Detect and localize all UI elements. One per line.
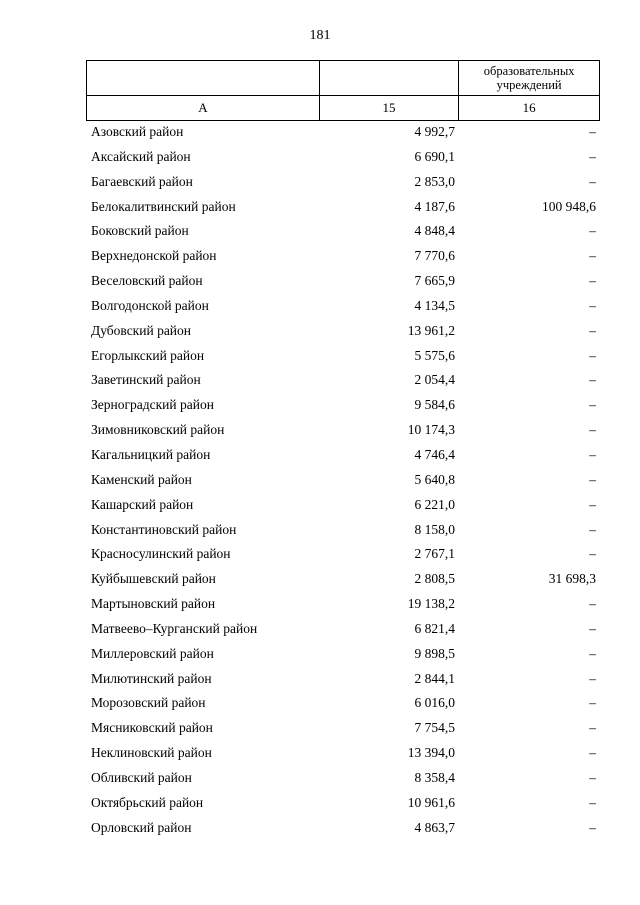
table-row — [0, 146, 640, 171]
col16-title-line1: образовательных — [483, 64, 575, 78]
district-name: Веселовский район — [91, 273, 203, 289]
table-row — [0, 668, 640, 693]
header-cell-name — [87, 61, 320, 96]
table-row — [0, 369, 640, 394]
value-col16: – — [589, 745, 596, 761]
value-col15: 5 640,8 — [414, 471, 455, 487]
value-col15: 10 174,3 — [407, 422, 455, 438]
table-row — [0, 469, 640, 494]
value-col16: – — [589, 372, 596, 388]
value-col16: – — [589, 596, 596, 612]
value-col16: – — [589, 397, 596, 413]
value-col16: – — [589, 347, 596, 363]
district-name: Мясниковский район — [91, 720, 213, 736]
value-col15: 7 770,6 — [414, 248, 455, 264]
value-col15: 2 808,5 — [414, 571, 455, 587]
value-col16: – — [589, 446, 596, 462]
district-name: Неклиновский район — [91, 745, 212, 761]
table-row — [0, 494, 640, 519]
district-name: Белокалитвинский район — [91, 198, 236, 214]
district-list — [0, 121, 640, 841]
value-col15: 9 898,5 — [414, 645, 455, 661]
header-index-row — [87, 96, 600, 121]
value-col15: 7 754,5 — [414, 720, 455, 736]
value-col16: – — [589, 223, 596, 239]
table-row — [0, 792, 640, 817]
value-col16: – — [589, 322, 596, 338]
value-col16: – — [589, 496, 596, 512]
value-col16: – — [589, 124, 596, 139]
value-col15: 19 138,2 — [407, 596, 455, 612]
district-name: Егорлыкский район — [91, 347, 205, 363]
district-name: Константиновский район — [91, 521, 237, 537]
value-col16: 100 948,6 — [542, 198, 596, 214]
value-col16: – — [589, 769, 596, 785]
district-name: Волгодонской район — [91, 297, 209, 313]
value-col15: 8 358,4 — [414, 769, 455, 785]
table-header — [86, 60, 600, 121]
value-col15: 9 584,6 — [414, 397, 455, 413]
table-row — [0, 742, 640, 767]
value-col15: 4 848,4 — [414, 223, 455, 239]
value-col15: 2 853,0 — [414, 173, 455, 189]
value-col15: 10 961,6 — [407, 794, 455, 810]
table-row — [0, 643, 640, 668]
table-row — [0, 568, 640, 593]
district-name: Багаевский район — [91, 173, 193, 189]
district-name: Матвеево–Курганский район — [91, 620, 258, 636]
district-name: Зимовниковский район — [91, 422, 225, 438]
table-row — [0, 394, 640, 419]
value-col16: – — [589, 720, 596, 736]
table-row — [0, 345, 640, 370]
value-col15: 8 158,0 — [414, 521, 455, 537]
district-name: Октябрьский район — [91, 794, 204, 810]
value-col15: 6 821,4 — [414, 620, 455, 636]
district-name: Верхнедонской район — [91, 248, 217, 264]
value-col16: – — [589, 422, 596, 438]
value-col15: 7 665,9 — [414, 273, 455, 289]
district-name: Милютинский район — [91, 670, 212, 686]
table-row — [0, 171, 640, 196]
value-col16: – — [589, 521, 596, 537]
value-col16: – — [589, 794, 596, 810]
value-col15: 2 844,1 — [414, 670, 455, 686]
table-row — [0, 519, 640, 544]
district-name: Зерноградский район — [91, 397, 214, 413]
value-col15: 6 221,0 — [414, 496, 455, 512]
district-name: Красносулинский район — [91, 546, 231, 562]
district-name: Дубовский район — [91, 322, 192, 338]
table-row — [0, 444, 640, 469]
table-row — [0, 767, 640, 792]
value-col16: – — [589, 297, 596, 313]
table-row — [0, 196, 640, 221]
value-col16: – — [589, 173, 596, 189]
district-name: Заветинский район — [91, 372, 201, 388]
value-col15: 2 767,1 — [414, 546, 455, 562]
value-col16: – — [589, 695, 596, 711]
table-row — [0, 618, 640, 643]
header-title-row — [87, 61, 600, 96]
table-row — [0, 121, 640, 146]
value-col16: – — [589, 645, 596, 661]
district-name: Кагальницкий район — [91, 446, 211, 462]
table-row — [0, 692, 640, 717]
value-col16: – — [589, 546, 596, 562]
index-cell-15: 15 — [319, 96, 458, 121]
value-col15: 5 575,6 — [414, 347, 455, 363]
value-col16: – — [589, 248, 596, 264]
value-col15: 4 992,7 — [414, 124, 455, 139]
district-name: Азовский район — [91, 124, 184, 139]
table-row — [0, 320, 640, 345]
header-cell-col16 — [459, 61, 600, 96]
district-name: Боковский район — [91, 223, 189, 239]
col16-title-line2: учреждений — [496, 78, 562, 92]
district-name: Аксайский район — [91, 148, 191, 164]
table-row — [0, 270, 640, 295]
value-col16: – — [589, 620, 596, 636]
table-row — [0, 295, 640, 320]
table-row — [0, 220, 640, 245]
table-row — [0, 593, 640, 618]
district-name: Обливский район — [91, 769, 192, 785]
value-col16: – — [589, 819, 596, 835]
value-col16: – — [589, 471, 596, 487]
value-col15: 6 690,1 — [414, 148, 455, 164]
value-col15: 6 016,0 — [414, 695, 455, 711]
table-row — [0, 419, 640, 444]
district-name: Миллеровский район — [91, 645, 214, 661]
district-name: Морозовский район — [91, 695, 206, 711]
value-col15: 4 187,6 — [414, 198, 455, 214]
district-name: Орловский район — [91, 819, 192, 835]
value-col16: – — [589, 273, 596, 289]
value-col16: – — [589, 148, 596, 164]
table-row — [0, 817, 640, 842]
district-name: Куйбышевский район — [91, 571, 216, 587]
value-col15: 13 961,2 — [407, 322, 455, 338]
district-name: Кашарский район — [91, 496, 194, 512]
value-col16: – — [589, 670, 596, 686]
table-row — [0, 717, 640, 742]
value-col15: 2 054,4 — [414, 372, 455, 388]
index-cell-16: 16 — [459, 96, 600, 121]
index-cell-a: А — [87, 96, 320, 121]
value-col16: 31 698,3 — [548, 571, 596, 587]
table-row — [0, 543, 640, 568]
value-col15: 4 134,5 — [414, 297, 455, 313]
district-name: Каменский район — [91, 471, 192, 487]
value-col15: 13 394,0 — [407, 745, 455, 761]
district-name: Мартыновский район — [91, 596, 216, 612]
header-cell-col15 — [319, 61, 458, 96]
table-row — [0, 245, 640, 270]
page-number: 181 — [309, 28, 331, 43]
value-col15: 4 746,4 — [414, 446, 455, 462]
value-col15: 4 863,7 — [414, 819, 455, 835]
